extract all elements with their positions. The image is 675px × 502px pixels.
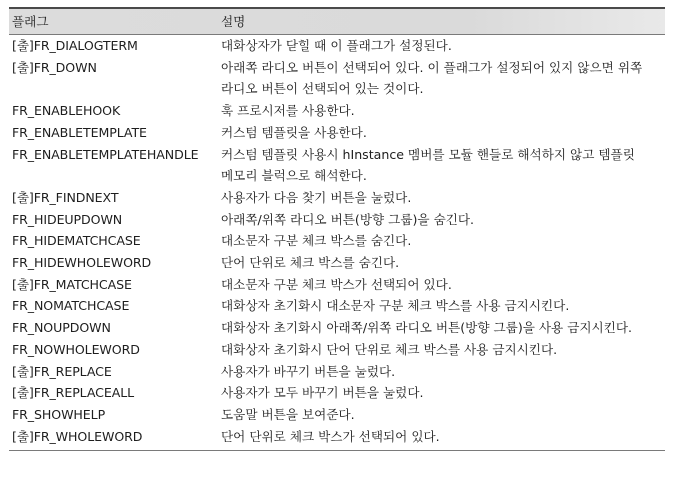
flag-name: FR_ENABLETEMPLATEHANDLE bbox=[12, 146, 199, 162]
flag-name: FR_ENABLETEMPLATE bbox=[12, 124, 147, 140]
table-row bbox=[9, 35, 665, 57]
table-row bbox=[9, 100, 665, 122]
flag-description: 도움말 버튼을 보여준다. bbox=[221, 406, 355, 422]
table-body bbox=[9, 35, 665, 447]
flag-name: FR_HIDEWHOLEWORD bbox=[12, 255, 152, 271]
flag-description: 커스텀 템플릿을 사용한다. bbox=[221, 124, 367, 140]
table-row bbox=[9, 317, 665, 339]
table-row bbox=[9, 209, 665, 231]
header-flag: 플래그 bbox=[12, 14, 49, 29]
table-row bbox=[9, 252, 665, 274]
flag-name: [출]FR_DOWN bbox=[12, 59, 97, 75]
flag-name: FR_SHOWHELP bbox=[12, 406, 106, 422]
table-row bbox=[9, 426, 665, 448]
flag-description: 대소문자 구분 체크 박스를 숨긴다. bbox=[221, 233, 412, 249]
flag-description: 아래쪽 라디오 버튼이 선택되어 있다. 이 플래그가 설정되어 있지 않으면 위쪽 라디오 버튼이 선택되어 있는 것이다. bbox=[221, 59, 643, 97]
flag-name: [출]FR_FINDNEXT bbox=[12, 189, 119, 205]
flag-name: [출]FR_REPLACEALL bbox=[12, 385, 135, 401]
flag-description: 대화상자 초기화시 대소문자 구분 체크 박스를 사용 금지시킨다. bbox=[221, 298, 570, 314]
table-row bbox=[9, 404, 665, 426]
flag-description: 훅 프로시저를 사용한다. bbox=[221, 103, 355, 119]
flag-name: [출]FR_DIALOGTERM bbox=[12, 38, 138, 53]
flag-name: FR_NOMATCHCASE bbox=[12, 298, 130, 314]
flag-name: FR_NOWHOLEWORD bbox=[12, 341, 140, 357]
table-row bbox=[9, 339, 665, 361]
table-row bbox=[9, 230, 665, 252]
flag-description: 사용자가 바꾸기 버튼을 눌렀다. bbox=[221, 363, 396, 379]
flag-description: 대화상자 초기화시 단어 단위로 체크 박스를 사용 금지시킨다. bbox=[221, 341, 558, 357]
table-row bbox=[9, 187, 665, 209]
table-row bbox=[9, 295, 665, 317]
flag-name: [출]FR_MATCHCASE bbox=[12, 276, 132, 292]
flag-name: FR_ENABLEHOOK bbox=[12, 103, 121, 119]
table-row bbox=[9, 122, 665, 144]
flag-description: 대화상자가 닫힐 때 이 플래그가 설정된다. bbox=[221, 38, 452, 53]
flag-name: FR_HIDEMATCHCASE bbox=[12, 233, 141, 249]
table-row bbox=[9, 144, 665, 187]
flags-table bbox=[9, 7, 665, 451]
flag-description: 대화상자 초기화시 아래쪽/위쪽 라디오 버튼(방향 그룹)을 사용 금지시킨다. bbox=[221, 320, 633, 336]
flag-description: 사용자가 다음 찾기 버튼을 눌렀다. bbox=[221, 189, 412, 205]
table-row bbox=[9, 361, 665, 383]
flag-name: [출]FR_WHOLEWORD bbox=[12, 428, 143, 444]
flag-description: 대소문자 구분 체크 박스가 선택되어 있다. bbox=[221, 276, 452, 292]
table-bottom-rule bbox=[9, 450, 665, 451]
flag-name: [출]FR_REPLACE bbox=[12, 363, 112, 379]
flag-name: FR_HIDEUPDOWN bbox=[12, 211, 123, 227]
flag-description: 단어 단위로 체크 박스가 선택되어 있다. bbox=[221, 428, 440, 444]
table-header bbox=[9, 7, 665, 35]
flag-description: 사용자가 모두 바꾸기 버튼을 눌렀다. bbox=[221, 385, 424, 401]
flag-name: FR_NOUPDOWN bbox=[12, 320, 111, 336]
table-row bbox=[9, 274, 665, 296]
flag-description: 단어 단위로 체크 박스를 숨긴다. bbox=[221, 255, 400, 271]
table-row bbox=[9, 382, 665, 404]
table-row bbox=[9, 57, 665, 100]
header-description: 설명 bbox=[221, 14, 246, 29]
flag-description: 커스텀 템플릿 사용시 hInstance 멤버를 모듈 핸들로 해석하지 않고 템플릿 메모리 블럭으로 해석한다. bbox=[221, 146, 635, 184]
flag-description: 아래쪽/위쪽 라디오 버튼(방향 그룹)을 숨긴다. bbox=[221, 211, 475, 227]
